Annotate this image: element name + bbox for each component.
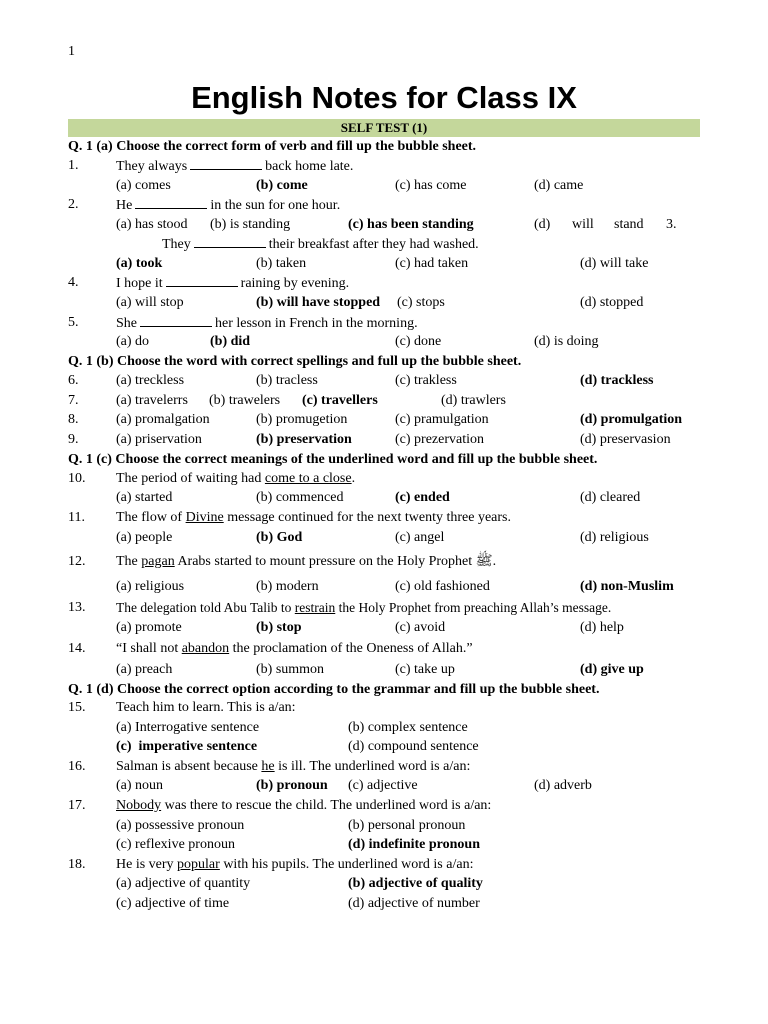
option-d: (d) adjective of number [348,896,480,911]
question-2-options [0,215,768,235]
question-text: She her lesson in French in the morning. [116,313,418,334]
option-c: (c) pramulgation [395,412,489,427]
question-17-options-2 [0,835,768,855]
question-text: They their breakfast after they had washed. [162,234,479,255]
option-c: (c) angel [395,530,445,545]
question-11-options [0,528,768,548]
question-15: 15. Teach him to learn. This is a/an: [0,698,768,718]
question-5: 5. She her lesson in French in the morning. [0,313,768,333]
question-16-options [0,776,768,796]
option-b: (b) tracless [256,373,318,388]
option-d: (d) compound sentence [348,739,479,754]
answer-blank [166,273,238,287]
option-b: (b) summon [256,662,325,677]
question-18: 18. He is very popular with his pupils. The underlined word is a/an: [0,855,768,875]
option-d: (d) trawlers [441,393,506,408]
option-d: (d) is doing [534,334,599,349]
option-b-correct: (b) will have stopped [256,295,381,310]
option-c: (c) prezervation [395,432,484,447]
option-c-correct: (c) has been standing [348,217,474,232]
option-c-correct: (c) travellers [302,393,378,408]
option-d-part2: will [572,217,594,232]
answer-blank [194,234,266,248]
option-d: (d) cleared [580,490,641,505]
option-a: (a) religious [116,579,185,594]
option-a: (a) treckless [116,373,185,388]
question-text: Teach him to learn. This is a/an: [116,700,296,715]
option-c: (c) done [395,334,442,349]
option-a: (a) promote [116,620,182,635]
underlined-word: Divine [185,510,224,525]
option-a: (a) people [116,530,173,545]
option-c: (c) avoid [395,620,446,635]
option-d-correct: (d) promulgation [580,412,683,427]
question-text: The delegation told Abu Talib to restrain the Holy Prophet from preaching Allah’s message. [116,600,612,615]
option-b-correct: (b) stop [256,620,302,635]
question-text: Salman is absent because he is ill. The underlined word is a/an: [116,759,471,774]
question-18-options-1 [0,874,768,894]
question-text: “I shall not abandon the proclamation of the Oneness of Allah.” [116,641,473,656]
option-a: (a) adjective of quantity [116,876,251,891]
underlined-word: come to a close [264,471,352,486]
option-b: (b) modern [256,579,319,594]
question-6: 6. (a) treckless (b) tracless (c) trakless (d) trackless [0,371,768,391]
option-a: (a) will stop [116,295,184,310]
option-a: (a) travelerrs [116,393,188,408]
option-c: (c) adjective of time [116,896,230,911]
page-title: English Notes for Class IX [191,80,577,115]
option-b-correct: (b) come [256,178,308,193]
underlined-word: he [261,759,275,774]
option-d-correct: (d) indefinite pronoun [348,837,480,852]
question-10: 10. The period of waiting had come to a close. [0,469,768,489]
question-2: 2. He in the sun for one hour. [0,195,768,215]
option-a: (a) started [116,490,173,505]
question-14-options [0,660,768,680]
question-1-options [0,176,768,196]
option-d: (d) adverb [534,778,592,793]
option-b-correct: (b) did [210,334,251,349]
underlined-word: Nobody [116,798,162,813]
option-b-correct: (b) adjective of quality [348,876,483,891]
section-c-heading: Q. 1 (c) Choose the correct meanings of the underlined word and fill up the bubble sheet. [68,452,598,467]
option-b: (b) taken [256,256,307,271]
question-text: The pagan Arabs started to mount pressure on the Holy Prophet ﷺ. [116,554,497,569]
answer-blank [140,313,212,327]
question-text: I hope it raining by evening. [116,273,349,294]
underlined-word: pagan [141,554,175,569]
option-a: (a) priservation [116,432,202,447]
option-c: (c) reflexive pronoun [116,837,235,852]
option-a-correct: (a) took [116,256,163,271]
underlined-word: abandon [181,641,230,656]
option-c: (c) trakless [395,373,457,388]
option-c: (c) has come [395,178,467,193]
question-17: 17. Nobody was there to rescue the child. The underlined word is a/an: [0,796,768,816]
option-a: (a) possessive pronoun [116,818,245,833]
option-d: (d) will take [580,256,649,271]
option-a: (a) Interrogative sentence [116,720,260,735]
option-b: (b) complex sentence [348,720,468,735]
option-c: (c) stops [397,295,445,310]
option-c: (c) take up [395,662,455,677]
option-a: (a) do [116,334,150,349]
question-12-options [0,577,768,597]
underlined-word: restrain [294,600,336,615]
section-d-heading: Q. 1 (d) Choose the correct option according to the grammar and fill up the bubble sheet. [68,682,600,697]
option-a: (a) has stood [116,217,188,232]
option-b: (b) commenced [256,490,344,505]
option-d-correct: (d) give up [580,662,644,677]
option-d: (d) came [534,178,584,193]
question-17-options-1 [0,816,768,836]
question-3-options [0,254,768,274]
question-3-number: 3. [666,217,677,232]
question-16: 16. Salman is absent because he is ill. The underlined word is a/an: [0,757,768,777]
option-a: (a) promalgation [116,412,210,427]
option-b-correct: (b) preservation [256,432,352,447]
option-b-correct: (b) pronoun [256,778,328,793]
option-b-correct: (b) God [256,530,303,545]
option-c: (c) had taken [395,256,469,271]
option-c: (c) adjective [348,778,418,793]
section-a-heading: Q. 1 (a) Choose the correct form of verb and fill up the bubble sheet. [68,139,477,154]
question-5-options [0,332,768,352]
question-18-options-2 [0,894,768,914]
option-c-correct: (c) imperative sentence [116,739,258,754]
option-b: (b) personal pronoun [348,818,466,833]
option-c-correct: (c) ended [395,490,450,505]
question-12: 12. The pagan Arabs started to mount pressure on the Holy Prophet ﷺ. [0,552,768,572]
question-text: The flow of Divine message continued for the next twenty three years. [116,510,511,525]
option-d: (d) stopped [580,295,644,310]
question-7: 7. (a) travelerrs (b) trawelers (c) travellers (d) trawlers [0,391,768,411]
option-a: (a) noun [116,778,164,793]
question-text: Nobody was there to rescue the child. The underlined word is a/an: [116,798,492,813]
answer-blank [135,195,207,209]
question-14: 14. “I shall not abandon the proclamation of the Oneness of Allah.” [0,639,768,659]
question-4-options [0,293,768,313]
question-text: They always back home late. [116,156,353,177]
option-d: (d) help [580,620,624,635]
question-8: 8. (a) promalgation (b) promugetion (c) pramulgation (d) promulgation [0,410,768,430]
question-15-options-1 [0,718,768,738]
self-test-band: SELF TEST (1) [68,119,700,137]
question-10-options [0,488,768,508]
underlined-word: popular [177,857,220,872]
question-text: The period of waiting had come to a close. [116,471,356,486]
option-d-part3: stand [614,217,644,232]
question-13-options [0,618,768,638]
question-13: 13. The delegation told Abu Talib to restrain the Holy Prophet from preaching Allah’s message. [0,598,768,618]
option-a: (a) preach [116,662,173,677]
option-d: (d) religious [580,530,649,545]
option-c: (c) old fashioned [395,579,490,594]
option-b: (b) trawelers [209,393,281,408]
option-b: (b) is standing [210,217,291,232]
option-d-correct: (d) trackless [580,373,654,388]
question-1: 1. They always back home late. [0,156,768,176]
question-4: 4. I hope it raining by evening. [0,273,768,293]
question-3 [0,234,768,254]
question-text: He in the sun for one hour. [116,195,340,216]
option-b: (b) promugetion [256,412,348,427]
question-15-options-2 [0,737,768,757]
option-d-correct: (d) non-Muslim [580,579,674,594]
question-text: He is very popular with his pupils. The underlined word is a/an: [116,857,474,872]
section-b-heading: Q. 1 (b) Choose the word with correct spellings and full up the bubble sheet. [68,354,522,369]
option-d: (d) preservasion [580,432,671,447]
question-9: 9. (a) priservation (b) preservation (c) prezervation (d) preservasion [0,430,768,450]
page-number: 1 [68,44,75,59]
option-a: (a) comes [116,178,171,193]
answer-blank [190,156,262,170]
option-d-part1: (d) [534,217,551,232]
question-11: 11. The flow of Divine message continued for the next twenty three years. [0,508,768,528]
